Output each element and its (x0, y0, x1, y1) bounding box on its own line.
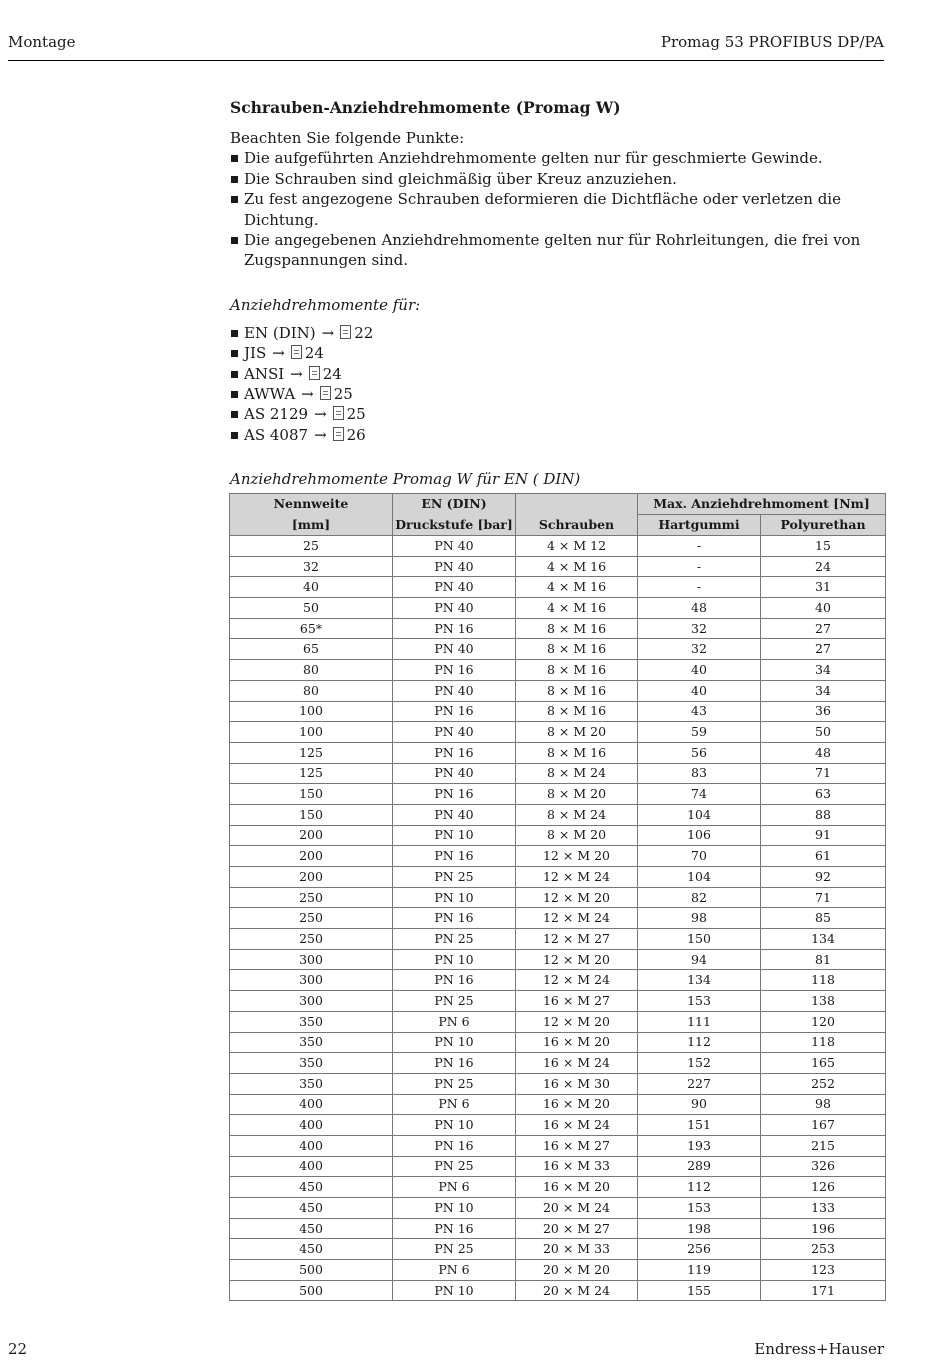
header-nennweite-unit: [mm] (230, 515, 393, 536)
cell-schrauben: 16 × M 24 (516, 1115, 638, 1136)
cell-hartgummi: 119 (638, 1260, 761, 1281)
cell-polyurethan: 253 (761, 1239, 886, 1260)
cell-hartgummi: 150 (638, 929, 761, 950)
cell-schrauben: 4 × M 16 (516, 556, 638, 577)
cell-nennweite: 25 (230, 536, 393, 557)
page-header (8, 30, 884, 61)
cell-hartgummi: 32 (638, 618, 761, 639)
cell-druckstufe: PN 10 (393, 1032, 516, 1053)
table-row (230, 556, 886, 577)
cell-druckstufe: PN 40 (393, 577, 516, 598)
cell-hartgummi: 151 (638, 1115, 761, 1136)
cell-nennweite: 400 (230, 1156, 393, 1177)
cell-schrauben: 8 × M 16 (516, 660, 638, 681)
intro-text: Beachten Sie folgende Punkte: (230, 129, 465, 147)
cell-hartgummi: 155 (638, 1280, 761, 1301)
cell-polyurethan: 27 (761, 639, 886, 660)
table-row (230, 887, 886, 908)
table-row (230, 763, 886, 784)
cell-hartgummi: 90 (638, 1094, 761, 1115)
cell-schrauben: 20 × M 33 (516, 1239, 638, 1260)
cell-hartgummi: 153 (638, 1198, 761, 1219)
table-row (230, 867, 886, 888)
cell-nennweite: 350 (230, 1053, 393, 1074)
cell-hartgummi: 94 (638, 949, 761, 970)
page-reference-icon (333, 406, 344, 420)
cell-nennweite: 500 (230, 1260, 393, 1281)
cell-druckstufe: PN 25 (393, 1156, 516, 1177)
bullet-square-icon (231, 196, 238, 203)
cell-nennweite: 100 (230, 701, 393, 722)
cell-schrauben: 16 × M 20 (516, 1094, 638, 1115)
cell-druckstufe: PN 10 (393, 949, 516, 970)
cell-polyurethan: 133 (761, 1198, 886, 1219)
cell-nennweite: 80 (230, 660, 393, 681)
cell-nennweite: 50 (230, 598, 393, 619)
bullet-square-icon (231, 237, 238, 244)
cell-schrauben: 20 × M 27 (516, 1218, 638, 1239)
cell-polyurethan: 138 (761, 991, 886, 1012)
table-row (230, 970, 886, 991)
cell-polyurethan: 27 (761, 618, 886, 639)
cell-nennweite: 250 (230, 908, 393, 929)
torque-table (229, 493, 886, 1301)
cell-hartgummi: 193 (638, 1135, 761, 1156)
cell-polyurethan: 134 (761, 929, 886, 950)
cell-nennweite: 500 (230, 1280, 393, 1301)
table-row (230, 1135, 886, 1156)
cell-polyurethan: 120 (761, 1011, 886, 1032)
cell-polyurethan: 196 (761, 1218, 886, 1239)
cell-hartgummi: 152 (638, 1053, 761, 1074)
header-blank (516, 494, 638, 515)
table-row (230, 1032, 886, 1053)
cell-nennweite: 400 (230, 1115, 393, 1136)
cell-polyurethan: 123 (761, 1260, 886, 1281)
table-row (230, 1239, 886, 1260)
table-row (230, 784, 886, 805)
cell-schrauben: 12 × M 27 (516, 929, 638, 950)
cell-hartgummi: 134 (638, 970, 761, 991)
cell-polyurethan: 167 (761, 1115, 886, 1136)
cell-nennweite: 300 (230, 949, 393, 970)
cell-nennweite: 400 (230, 1135, 393, 1156)
cell-nennweite: 200 (230, 846, 393, 867)
cell-hartgummi: 153 (638, 991, 761, 1012)
cell-nennweite: 65 (230, 639, 393, 660)
table-row (230, 1280, 886, 1301)
reference-link[interactable]: ANSI → 24 (230, 364, 884, 384)
cell-schrauben: 8 × M 20 (516, 825, 638, 846)
bullet-square-icon (231, 155, 238, 162)
cell-hartgummi: - (638, 577, 761, 598)
cell-druckstufe: PN 40 (393, 680, 516, 701)
reference-link[interactable]: EN (DIN) → 22 (230, 323, 884, 343)
header-max-torque: Max. Anziehdrehmoment [Nm] (638, 494, 886, 515)
cell-nennweite: 400 (230, 1094, 393, 1115)
cell-schrauben: 12 × M 24 (516, 867, 638, 888)
cell-druckstufe: PN 10 (393, 887, 516, 908)
list-item: Die Schrauben sind gleichmäßig über Kreuz anzuziehen. (230, 169, 884, 189)
cell-nennweite: 250 (230, 887, 393, 908)
cell-nennweite: 200 (230, 825, 393, 846)
table-row (230, 1177, 886, 1198)
cell-nennweite: 150 (230, 804, 393, 825)
cell-druckstufe: PN 40 (393, 722, 516, 743)
table-row (230, 929, 886, 950)
table-row (230, 1156, 886, 1177)
cell-hartgummi: 83 (638, 763, 761, 784)
section-title: Schrauben-Anziehdrehmomente (Promag W) (230, 98, 621, 117)
bullet-square-icon (231, 391, 238, 398)
cell-hartgummi: 40 (638, 680, 761, 701)
cell-hartgummi: 112 (638, 1177, 761, 1198)
cell-hartgummi: 227 (638, 1073, 761, 1094)
cell-nennweite: 100 (230, 722, 393, 743)
cell-druckstufe: PN 16 (393, 660, 516, 681)
cell-schrauben: 16 × M 30 (516, 1073, 638, 1094)
cell-druckstufe: PN 16 (393, 618, 516, 639)
cell-druckstufe: PN 25 (393, 1239, 516, 1260)
cell-polyurethan: 71 (761, 887, 886, 908)
header-nennweite: Nennweite (230, 494, 393, 515)
cell-schrauben: 12 × M 24 (516, 908, 638, 929)
cell-nennweite: 450 (230, 1218, 393, 1239)
cell-polyurethan: 50 (761, 722, 886, 743)
cell-polyurethan: 34 (761, 660, 886, 681)
cell-polyurethan: 165 (761, 1053, 886, 1074)
table-row (230, 577, 886, 598)
notes-list (230, 148, 884, 270)
cell-hartgummi: 40 (638, 660, 761, 681)
cell-polyurethan: 91 (761, 825, 886, 846)
header-polyurethan: Polyurethan (761, 515, 886, 536)
page-reference-icon (340, 325, 351, 339)
cell-druckstufe: PN 25 (393, 929, 516, 950)
cell-druckstufe: PN 40 (393, 536, 516, 557)
bullet-square-icon (231, 432, 238, 439)
cell-schrauben: 8 × M 24 (516, 763, 638, 784)
arrow-right-icon: → (301, 385, 314, 404)
cell-nennweite: 65* (230, 618, 393, 639)
cell-hartgummi: 59 (638, 722, 761, 743)
table-row (230, 598, 886, 619)
cell-polyurethan: 215 (761, 1135, 886, 1156)
table-row (230, 701, 886, 722)
cell-hartgummi: 43 (638, 701, 761, 722)
cell-schrauben: 4 × M 16 (516, 577, 638, 598)
cell-nennweite: 80 (230, 680, 393, 701)
table-row (230, 1198, 886, 1219)
cell-polyurethan: 71 (761, 763, 886, 784)
cell-schrauben: 16 × M 27 (516, 1135, 638, 1156)
table-row (230, 825, 886, 846)
cell-druckstufe: PN 40 (393, 598, 516, 619)
cell-hartgummi: 198 (638, 1218, 761, 1239)
cell-polyurethan: 85 (761, 908, 886, 929)
cell-nennweite: 150 (230, 784, 393, 805)
arrow-right-icon: → (314, 405, 327, 424)
cell-nennweite: 450 (230, 1198, 393, 1219)
cell-druckstufe: PN 16 (393, 701, 516, 722)
cell-hartgummi: 106 (638, 825, 761, 846)
table-row (230, 618, 886, 639)
cell-polyurethan: 118 (761, 970, 886, 991)
cell-schrauben: 12 × M 20 (516, 1011, 638, 1032)
header-schrauben: Schrauben (516, 515, 638, 536)
cell-druckstufe: PN 16 (393, 908, 516, 929)
cell-hartgummi: - (638, 556, 761, 577)
cell-polyurethan: 34 (761, 680, 886, 701)
table-row (230, 1073, 886, 1094)
cell-druckstufe: PN 40 (393, 556, 516, 577)
table-heading: Anziehdrehmomente Promag W für EN ( DIN) (230, 470, 581, 489)
cell-polyurethan: 48 (761, 742, 886, 763)
list-item: Die aufgeführten Anziehdrehmomente gelten nur für geschmierte Gewinde. (230, 148, 884, 168)
cell-nennweite: 32 (230, 556, 393, 577)
cell-hartgummi: 289 (638, 1156, 761, 1177)
cell-schrauben: 8 × M 16 (516, 701, 638, 722)
bullet-square-icon (231, 176, 238, 183)
cell-hartgummi: 32 (638, 639, 761, 660)
cell-nennweite: 300 (230, 991, 393, 1012)
table-row (230, 660, 886, 681)
arrow-right-icon: → (272, 344, 285, 363)
cell-druckstufe: PN 25 (393, 1073, 516, 1094)
cell-druckstufe: PN 16 (393, 1218, 516, 1239)
cell-polyurethan: 36 (761, 701, 886, 722)
cell-schrauben: 4 × M 16 (516, 598, 638, 619)
bullet-square-icon (231, 371, 238, 378)
refs-heading: Anziehdrehmomente für: (230, 295, 421, 314)
torque-table-body (230, 536, 886, 1301)
cell-schrauben: 8 × M 16 (516, 742, 638, 763)
cell-hartgummi: 104 (638, 867, 761, 888)
reference-link[interactable]: AWWA → 25 (230, 384, 884, 404)
reference-list (230, 323, 884, 445)
cell-polyurethan: 40 (761, 598, 886, 619)
cell-polyurethan: 31 (761, 577, 886, 598)
cell-nennweite: 300 (230, 970, 393, 991)
page-number: 22 (8, 1340, 28, 1358)
cell-schrauben: 16 × M 20 (516, 1177, 638, 1198)
cell-schrauben: 8 × M 24 (516, 804, 638, 825)
cell-druckstufe: PN 16 (393, 846, 516, 867)
table-row (230, 536, 886, 557)
cell-schrauben: 8 × M 16 (516, 680, 638, 701)
bullet-square-icon (231, 350, 238, 357)
cell-hartgummi: 98 (638, 908, 761, 929)
cell-schrauben: 16 × M 27 (516, 991, 638, 1012)
cell-hartgummi: 111 (638, 1011, 761, 1032)
bullet-square-icon (231, 411, 238, 418)
cell-schrauben: 16 × M 20 (516, 1032, 638, 1053)
cell-hartgummi: 48 (638, 598, 761, 619)
cell-schrauben: 8 × M 16 (516, 618, 638, 639)
cell-druckstufe: PN 6 (393, 1011, 516, 1032)
cell-schrauben: 12 × M 24 (516, 970, 638, 991)
cell-druckstufe: PN 25 (393, 867, 516, 888)
cell-druckstufe: PN 16 (393, 742, 516, 763)
cell-polyurethan: 63 (761, 784, 886, 805)
table-row (230, 949, 886, 970)
table-row (230, 908, 886, 929)
table-row (230, 846, 886, 867)
cell-schrauben: 8 × M 20 (516, 722, 638, 743)
cell-nennweite: 350 (230, 1073, 393, 1094)
cell-polyurethan: 126 (761, 1177, 886, 1198)
cell-polyurethan: 252 (761, 1073, 886, 1094)
reference-link[interactable]: JIS → 24 (230, 343, 884, 363)
cell-polyurethan: 81 (761, 949, 886, 970)
cell-hartgummi: 70 (638, 846, 761, 867)
company-name: Endress+Hauser (754, 1340, 884, 1358)
cell-schrauben: 8 × M 16 (516, 639, 638, 660)
cell-nennweite: 450 (230, 1239, 393, 1260)
cell-polyurethan: 98 (761, 1094, 886, 1115)
cell-polyurethan: 88 (761, 804, 886, 825)
page-reference-icon (309, 366, 320, 380)
table-row (230, 742, 886, 763)
cell-schrauben: 12 × M 20 (516, 949, 638, 970)
cell-druckstufe: PN 40 (393, 804, 516, 825)
cell-nennweite: 450 (230, 1177, 393, 1198)
arrow-right-icon: → (321, 323, 335, 342)
cell-hartgummi: 82 (638, 887, 761, 908)
cell-nennweite: 40 (230, 577, 393, 598)
reference-link[interactable]: AS 4087 → 26 (230, 425, 884, 445)
table-row (230, 1094, 886, 1115)
page-reference-icon (333, 427, 344, 441)
cell-schrauben: 16 × M 24 (516, 1053, 638, 1074)
header-druckstufe: Druckstufe [bar] (393, 515, 516, 536)
cell-polyurethan: 326 (761, 1156, 886, 1177)
cell-druckstufe: PN 16 (393, 784, 516, 805)
cell-nennweite: 125 (230, 763, 393, 784)
list-item: Die angegebenen Anziehdrehmomente gelten nur für Rohrleitungen, die frei von Zugspannungen sind. (230, 230, 884, 271)
table-row (230, 1260, 886, 1281)
cell-druckstufe: PN 40 (393, 639, 516, 660)
cell-druckstufe: PN 10 (393, 1280, 516, 1301)
cell-nennweite: 250 (230, 929, 393, 950)
cell-schrauben: 4 × M 12 (516, 536, 638, 557)
cell-druckstufe: PN 40 (393, 763, 516, 784)
cell-schrauben: 12 × M 20 (516, 846, 638, 867)
cell-druckstufe: PN 16 (393, 1053, 516, 1074)
cell-polyurethan: 171 (761, 1280, 886, 1301)
cell-polyurethan: 15 (761, 536, 886, 557)
table-row (230, 1115, 886, 1136)
table-row (230, 639, 886, 660)
cell-polyurethan: 92 (761, 867, 886, 888)
cell-schrauben: 20 × M 24 (516, 1280, 638, 1301)
cell-hartgummi: 74 (638, 784, 761, 805)
table-row (230, 804, 886, 825)
cell-nennweite: 125 (230, 742, 393, 763)
cell-schrauben: 20 × M 24 (516, 1198, 638, 1219)
cell-schrauben: 8 × M 20 (516, 784, 638, 805)
cell-druckstufe: PN 10 (393, 825, 516, 846)
cell-hartgummi: 56 (638, 742, 761, 763)
cell-druckstufe: PN 6 (393, 1260, 516, 1281)
header-product-title: Promag 53 PROFIBUS DP/PA (660, 33, 884, 51)
table-row (230, 1218, 886, 1239)
header-en-din: EN (DIN) (393, 494, 516, 515)
arrow-right-icon: → (314, 425, 327, 444)
cell-druckstufe: PN 10 (393, 1115, 516, 1136)
cell-polyurethan: 61 (761, 846, 886, 867)
main-content (230, 98, 884, 497)
page-reference-icon (291, 345, 302, 359)
cell-hartgummi: 256 (638, 1239, 761, 1260)
cell-druckstufe: PN 6 (393, 1177, 516, 1198)
cell-hartgummi: 112 (638, 1032, 761, 1053)
list-item: Zu fest angezogene Schrauben deformieren die Dichtfläche oder verletzen die Dichtung. (230, 189, 884, 230)
table-row (230, 680, 886, 701)
header-section-label: Montage (8, 33, 76, 51)
cell-hartgummi: - (638, 536, 761, 557)
arrow-right-icon: → (290, 364, 303, 383)
table-row (230, 1011, 886, 1032)
cell-hartgummi: 104 (638, 804, 761, 825)
cell-druckstufe: PN 16 (393, 1135, 516, 1156)
table-row (230, 722, 886, 743)
cell-schrauben: 16 × M 33 (516, 1156, 638, 1177)
header-hartgummi: Hartgummi (638, 515, 761, 536)
cell-polyurethan: 24 (761, 556, 886, 577)
bullet-square-icon (231, 330, 238, 337)
cell-nennweite: 350 (230, 1032, 393, 1053)
cell-druckstufe: PN 16 (393, 970, 516, 991)
cell-nennweite: 350 (230, 1011, 393, 1032)
cell-schrauben: 12 × M 20 (516, 887, 638, 908)
cell-polyurethan: 118 (761, 1032, 886, 1053)
page-reference-icon (320, 386, 331, 400)
cell-druckstufe: PN 25 (393, 991, 516, 1012)
reference-link[interactable]: AS 2129 → 25 (230, 404, 884, 424)
cell-schrauben: 20 × M 20 (516, 1260, 638, 1281)
cell-druckstufe: PN 10 (393, 1198, 516, 1219)
cell-druckstufe: PN 6 (393, 1094, 516, 1115)
cell-nennweite: 200 (230, 867, 393, 888)
table-row (230, 1053, 886, 1074)
table-row (230, 991, 886, 1012)
